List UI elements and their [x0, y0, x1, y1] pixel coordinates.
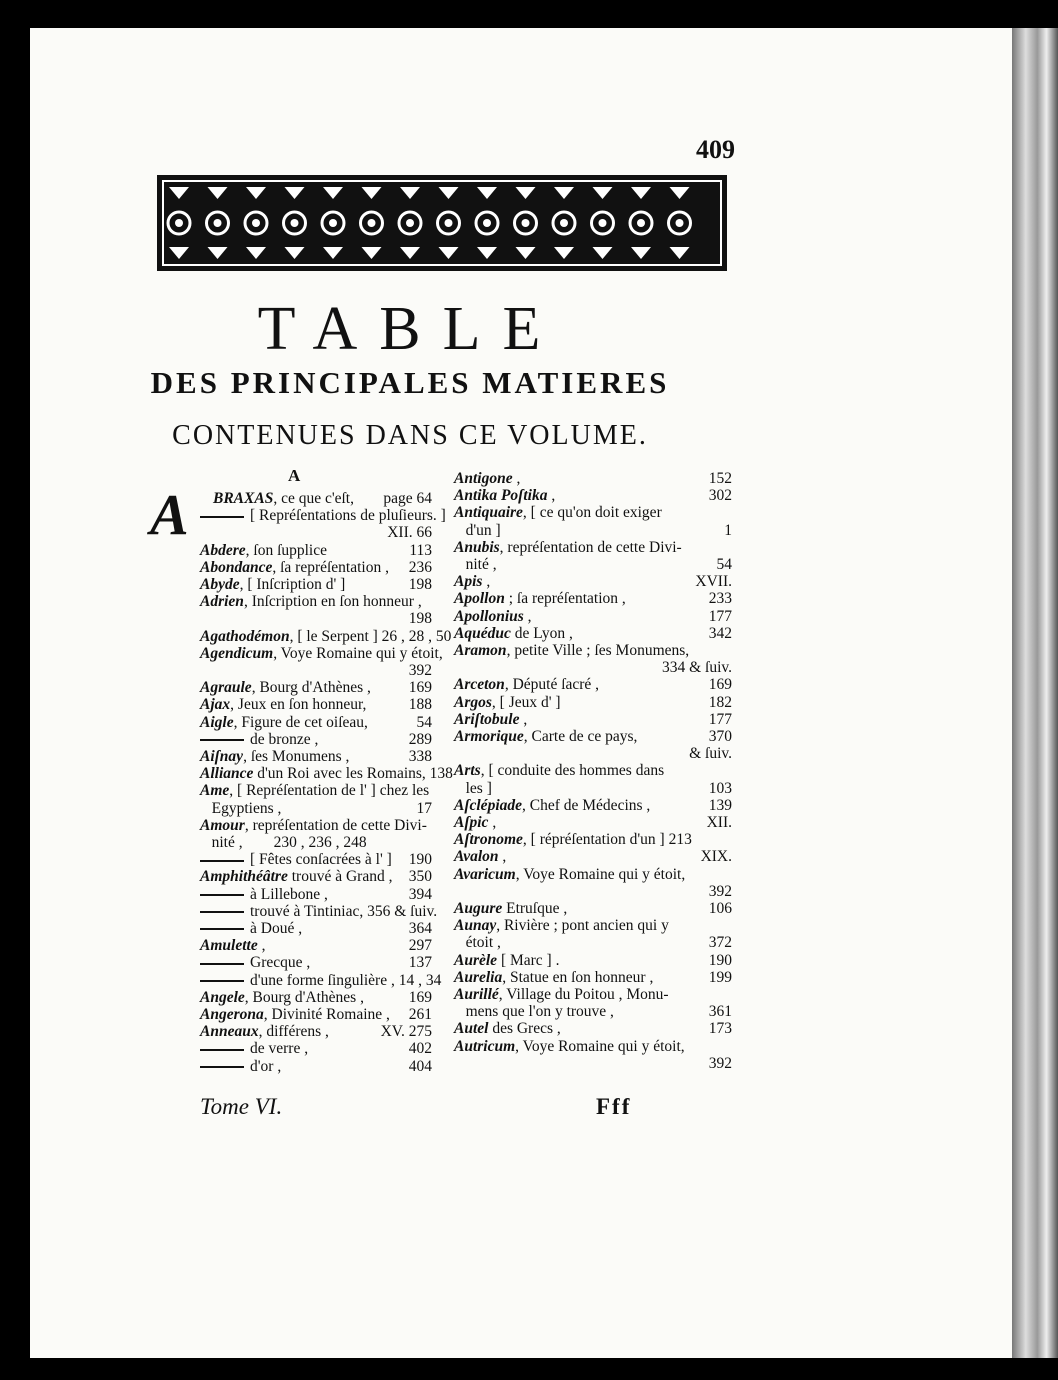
page-reference: 392: [708, 1054, 732, 1072]
index-text: , Voye Romaine qui y étoit,: [515, 1037, 685, 1055]
page-reference: 342: [708, 624, 732, 642]
index-keyword: Adrien: [200, 593, 244, 611]
page-reference: 334 & ſuiv.: [661, 659, 732, 677]
index-text: , ſa repréſentation ,: [272, 558, 389, 576]
index-keyword: Agraule: [200, 679, 252, 697]
ditto-dash: [200, 894, 244, 896]
index-text: trouvé à Grand ,: [287, 868, 393, 886]
page-reference: 152: [708, 470, 732, 487]
page-reference: 370: [708, 728, 732, 745]
index-text: , Village du Poitou , Monu-: [498, 986, 669, 1003]
page-reference: 54: [716, 556, 732, 573]
index-keyword: Antika Poſtika: [454, 487, 548, 505]
index-keyword: Arceton: [454, 676, 505, 694]
page-reference: 1: [724, 521, 732, 539]
index-text: trouvé à Tintiniac, 356 & ſuiv.: [250, 902, 438, 920]
index-text: , repréſentation de cette Divi-: [244, 816, 427, 834]
index-keyword: Apollon: [454, 590, 505, 608]
index-keyword: Apis: [454, 573, 483, 591]
index-text: d'un ]: [454, 521, 501, 539]
page-reference: 198: [408, 610, 432, 628]
index-text: d'un Roi avec les Romains, 138: [253, 765, 453, 783]
index-text: , [ Jeux d' ]: [491, 693, 561, 711]
index-keyword: Aunay: [454, 917, 497, 935]
index-keyword: Augure: [454, 900, 503, 917]
index-keyword: Autel: [454, 1020, 489, 1038]
page-reference: 233: [708, 590, 732, 608]
page-reference: 54: [416, 713, 432, 731]
drop-cap: A: [150, 482, 189, 547]
index-text: , ce que c'eſt,: [273, 490, 354, 507]
page-reference: 139: [708, 796, 732, 814]
index-text: de verre ,: [250, 1040, 309, 1058]
ditto-dash: [200, 963, 244, 965]
index-text: , Voye Romaine qui y étoit,: [273, 644, 443, 662]
index-keyword: Alliance: [200, 765, 254, 783]
ditto-dash: [200, 1049, 244, 1051]
index-keyword: Aiſnay: [200, 748, 244, 765]
index-text: à Doué ,: [250, 920, 303, 937]
index-text: ,: [523, 607, 532, 625]
index-text: ,: [488, 814, 497, 831]
index-text: , Inſcription en ſon honneur ,: [243, 593, 422, 611]
index-keyword: Apollonius: [454, 607, 524, 625]
index-text: les ]: [454, 779, 492, 797]
index-keyword: Armorique: [454, 728, 524, 745]
index-text: , Rivière ; pont ancien qui y: [496, 917, 669, 935]
index-keyword: Aramon: [454, 642, 507, 659]
index-text: ,: [512, 470, 521, 487]
index-keyword: Aſtronome: [454, 831, 523, 849]
index-text: Etruſque ,: [502, 900, 568, 917]
index-keyword: Ariſtobule: [454, 710, 520, 728]
index-text: étoit ,: [454, 934, 501, 952]
index-text: d'or ,: [250, 1057, 282, 1075]
index-text: [ Repréſentations de pluſieurs. ]: [250, 507, 446, 525]
index-keyword: Angerona: [200, 1006, 264, 1023]
subtitle-line-1: DES PRINCIPALES MATIERES: [150, 365, 670, 400]
book-edge: [1012, 28, 1058, 1358]
index-text: mens que l'on y trouve ,: [454, 1003, 614, 1021]
index-keyword: Anneaux: [200, 1023, 259, 1041]
index-text: , ſon ſupplice: [245, 541, 328, 559]
index-keyword: Autricum: [454, 1037, 516, 1055]
book-page: [30, 28, 1012, 1358]
page-reference: XII.: [706, 814, 732, 831]
index-keyword: Anubis: [454, 538, 500, 556]
page-reference: 177: [708, 607, 732, 625]
volume-label: Tome VI.: [200, 1094, 283, 1119]
index-keyword: Aquéduc: [454, 624, 511, 642]
index-text: , [ répréſentation d'un ] 213: [522, 831, 692, 849]
section-letter: A: [288, 466, 301, 485]
index-text: ,: [547, 487, 556, 505]
index-keyword: Aſclépiade: [454, 796, 523, 814]
index-keyword: Amour: [200, 816, 245, 834]
page-reference: 17: [416, 799, 432, 817]
ditto-dash: [200, 928, 244, 930]
page-reference: 372: [708, 934, 732, 952]
index-text: , [ ce qu'on doit exiger: [522, 504, 662, 522]
page-reference: 113: [409, 541, 432, 559]
page-reference: page 64: [383, 490, 432, 507]
index-keyword: Aurelia: [454, 968, 503, 986]
ditto-dash: [200, 980, 244, 982]
index-keyword: Antigone: [454, 470, 513, 487]
subtitle-line-2: CONTENUES DANS CE VOLUME.: [172, 420, 648, 451]
index-keyword: Ame: [200, 782, 230, 800]
ditto-dash: [200, 1066, 244, 1068]
index-text: , repréſentation de cette Divi-: [499, 538, 682, 556]
index-keyword: Angele: [200, 988, 245, 1006]
index-text: , Chef de Médecins ,: [522, 796, 651, 814]
index-keyword: Agendicum: [200, 644, 274, 662]
page-reference: 289: [408, 730, 432, 748]
page-reference: 394: [408, 885, 432, 903]
index-text: , [ conduite des hommes dans: [480, 762, 665, 780]
page-reference: 236: [408, 558, 432, 576]
index-text: d'une forme ſingulière , 14 , 34: [250, 971, 442, 989]
index-entry: [454, 1054, 732, 1074]
index-text: , Statue en ſon honneur ,: [502, 968, 654, 986]
index-text: nité ,: [454, 556, 497, 573]
index-text: , [ Repréſentation de l' ] chez les: [229, 782, 430, 800]
page-reference: 402: [408, 1040, 432, 1058]
page-reference: 361: [708, 1003, 732, 1021]
index-keyword: Aurillé: [454, 986, 499, 1003]
ditto-dash: [200, 739, 244, 741]
ditto-dash: [200, 516, 244, 518]
index-text: des Grecs ,: [488, 1020, 561, 1038]
page-reference: 198: [408, 576, 432, 593]
page-reference: 392: [708, 882, 732, 900]
page-reference: XIX.: [700, 848, 732, 866]
index-text: ,: [519, 710, 528, 728]
ditto-dash: [200, 860, 244, 862]
index-keyword: Antiquaire: [454, 504, 523, 522]
index-text: ; ſa repréſentation ,: [504, 590, 626, 608]
index-keyword: Amulette: [200, 937, 258, 955]
index-entry: [200, 1057, 432, 1077]
index-text: Grecque ,: [250, 954, 311, 972]
index-text: , Figure de cet oiſeau,: [233, 713, 368, 731]
index-text: ,: [257, 937, 266, 955]
index-text: , petite Ville ; ſes Monumens,: [506, 642, 690, 659]
page-reference: 350: [408, 868, 432, 886]
page-reference: 173: [708, 1020, 732, 1038]
index-text: , Bourg d'Athènes ,: [251, 679, 371, 697]
decorative-header-ornament: [157, 175, 727, 271]
index-text: , [ le Serpent ] 26 , 28 , 50: [289, 627, 452, 645]
page-reference: 106: [708, 900, 732, 917]
index-text: ,: [482, 573, 491, 591]
page-reference: 103: [708, 779, 732, 797]
index-text: , Divinité Romaine ,: [263, 1006, 390, 1023]
page-reference: XII. 66: [387, 524, 432, 542]
index-text: , Carte de ce pays,: [523, 728, 638, 745]
ditto-dash: [200, 911, 244, 913]
index-text: , différens ,: [258, 1023, 329, 1041]
index-text: , Voye Romaine qui y étoit,: [515, 865, 686, 883]
index-keyword: Arts: [454, 762, 481, 780]
index-text: , Député ſacré ,: [504, 676, 600, 694]
page-reference: 404: [408, 1057, 432, 1075]
page-reference: 169: [408, 679, 432, 697]
index-text: , Jeux en ſon honneur,: [230, 696, 367, 714]
index-keyword: BRAXAS: [213, 490, 274, 507]
index-text: Egyptiens ,: [200, 799, 282, 817]
index-keyword: Avalon: [454, 848, 499, 866]
index-text: , [ Inſcription d' ]: [239, 576, 346, 593]
page-reference: 182: [708, 693, 732, 711]
page-number: 409: [696, 135, 735, 164]
index-text: [ Fêtes conſacrées à l' ]: [250, 851, 392, 869]
page-reference: XVII.: [695, 573, 732, 591]
page-reference: 190: [408, 851, 432, 869]
page-reference: 137: [408, 954, 432, 972]
page-reference: 177: [708, 710, 732, 728]
index-keyword: Agathodémon: [200, 627, 290, 645]
index-text: à Lillebone ,: [250, 885, 328, 903]
index-keyword: Aigle: [200, 713, 234, 731]
page-reference: 169: [408, 988, 432, 1006]
index-keyword: Amphithéâtre: [200, 868, 288, 886]
page-reference: 188: [408, 696, 432, 714]
index-text: nité , 230 , 236 , 248: [200, 834, 367, 851]
index-keyword: Abondance: [200, 558, 273, 576]
page-reference: 261: [408, 1006, 432, 1023]
page-reference: 190: [708, 951, 732, 969]
page-reference: 302: [708, 487, 732, 505]
index-text: de Lyon ,: [510, 624, 573, 642]
page-reference: 364: [408, 920, 432, 937]
index-keyword: Abyde: [200, 576, 240, 593]
page-reference: 392: [408, 662, 432, 679]
index-text: de bronze ,: [250, 730, 319, 748]
index-keyword: Argos: [454, 693, 492, 711]
index-text: ,: [498, 848, 507, 866]
page-reference: & ſuiv.: [689, 745, 732, 763]
index-keyword: Avaricum: [454, 865, 516, 883]
main-title: TABLE: [257, 295, 563, 363]
page-reference: 338: [408, 748, 432, 765]
page-reference: XV. 275: [380, 1023, 432, 1041]
index-keyword: Aſpic: [454, 814, 489, 831]
index-text: , ſes Monumens ,: [243, 748, 350, 765]
page-reference: 169: [708, 676, 732, 694]
index-text: [ Marc ] .: [497, 951, 560, 969]
index-keyword: Abdere: [200, 541, 246, 559]
page-reference: 297: [408, 937, 432, 955]
index-keyword: Aurèle: [454, 951, 498, 969]
signature-mark: Fff: [596, 1094, 632, 1119]
page-reference: 199: [708, 968, 732, 986]
index-keyword: Ajax: [200, 696, 231, 714]
index-text: , Bourg d'Athènes ,: [244, 988, 364, 1006]
